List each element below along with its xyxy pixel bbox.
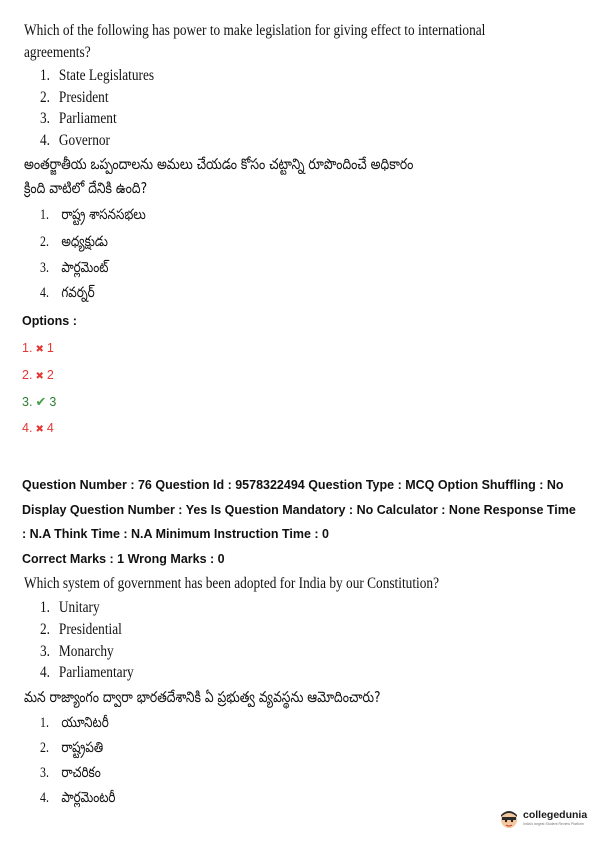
- q1-option-en-4: 4. Governor: [40, 132, 111, 149]
- q2-option-te-3: 3. రాచరికం: [40, 765, 101, 781]
- answer-option-2: 2. ✖ 2: [22, 368, 54, 382]
- brand-name: collegedunia: [523, 809, 588, 821]
- q2-option-en-2: 2. Presidential: [40, 621, 122, 638]
- question-marks: Correct Marks : 1 Wrong Marks : 0: [22, 552, 225, 566]
- check-icon: ✔: [35, 394, 47, 409]
- q1-option-te-3: 3. పార్లమెంట్: [40, 260, 109, 276]
- cross-icon: ✖: [35, 371, 44, 382]
- q1-option-en-3: 3. Parliament: [40, 110, 117, 127]
- q1-english-line2: agreements?: [24, 44, 91, 61]
- mascot-icon: [498, 808, 520, 830]
- q2-option-en-3: 3. Monarchy: [40, 643, 114, 660]
- answer-option-3: 3. ✔ 3: [22, 394, 57, 409]
- q2-option-en-4: 4. Parliamentary: [40, 664, 134, 681]
- brand-tagline: India's largest Student Review Platform: [523, 822, 584, 826]
- q1-option-te-1: 1. రాష్ట్ర శాసనసభలు: [40, 207, 146, 223]
- question-meta-line3: : N.A Think Time : N.A Minimum Instruction Time : 0: [22, 527, 329, 541]
- q1-telugu-line1: అంతర్జాతీయ ఒప్పందాలను అమలు చేయడం కోసం చట్టాన్ని రూపొందించే అధికారం: [24, 155, 414, 173]
- q1-option-te-2: 2. అధ్యక్షుడు: [40, 234, 108, 250]
- q2-option-te-2: 2. రాష్ట్రపతి: [40, 740, 104, 756]
- q1-option-en-1: 1. State Legislatures: [40, 67, 155, 84]
- q2-option-en-1: 1. Unitary: [40, 599, 100, 616]
- cross-icon: ✖: [35, 344, 44, 355]
- q1-option-en-2: 2. President: [40, 89, 109, 106]
- q2-option-te-1: 1. యూనిటరీ: [40, 715, 109, 731]
- question-meta-line1: Question Number : 76 Question Id : 9578322494 Question Type : MCQ Option Shuffling : No: [22, 478, 564, 492]
- options-heading: Options :: [22, 314, 77, 328]
- q1-english-line1: Which of the following has power to make legislation for giving effect to international: [24, 22, 486, 39]
- answer-option-1: 1. ✖ 1: [22, 341, 54, 355]
- q2-english-line1: Which system of government has been adopted for India by our Constitution?: [24, 575, 439, 592]
- cross-icon: ✖: [35, 424, 44, 435]
- q2-option-te-4: 4. పార్లమెంటరీ: [40, 790, 116, 806]
- q1-telugu-line2: క్రింది వాటిలో దేనికి ఉంది?: [24, 179, 148, 197]
- q2-telugu-line1: మన రాజ్యాంగం ద్వారా భారతదేశానికి ఏ ప్రభుత్వ వ్యవస్థను ఆమోదించారు?: [24, 688, 381, 706]
- q1-option-te-4: 4. గవర్నర్: [40, 285, 95, 301]
- collegedunia-logo: [498, 804, 590, 834]
- question-meta-line2: Display Question Number : Yes Is Question Mandatory : No Calculator : None Response Time: [22, 503, 576, 517]
- answer-option-4: 4. ✖ 4: [22, 421, 54, 435]
